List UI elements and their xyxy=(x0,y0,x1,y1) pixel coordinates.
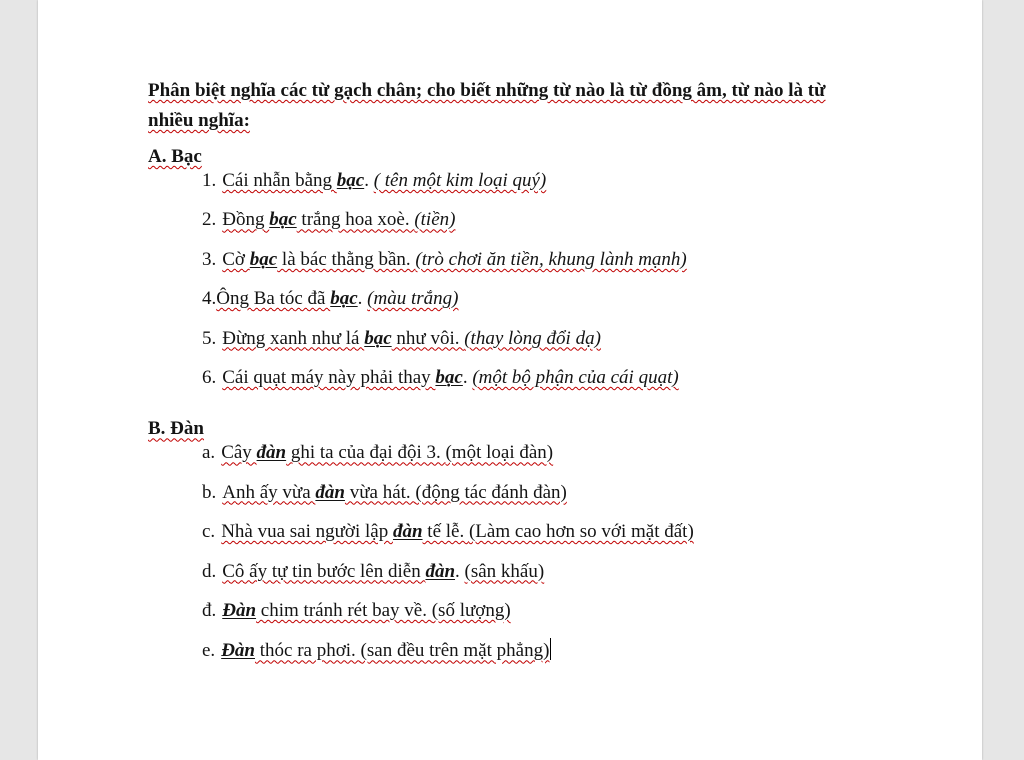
item-text: Ông Ba tóc đã xyxy=(216,288,331,310)
item-number: 2. xyxy=(202,209,217,231)
list-item xyxy=(148,248,868,287)
item-meaning: (một loại đàn) xyxy=(445,442,554,464)
keyword: đàn xyxy=(315,481,345,503)
list-item xyxy=(148,520,868,559)
item-text: là bác thằng bần. xyxy=(277,248,416,270)
item-meaning: ( tên một kim loại quý) xyxy=(373,170,547,191)
list-item xyxy=(148,169,868,208)
item-meaning: (màu trắng) xyxy=(367,288,459,310)
list-item xyxy=(148,208,868,247)
item-text: thóc ra phơi. xyxy=(254,640,361,662)
list-item xyxy=(148,366,868,405)
list-item xyxy=(148,327,868,366)
item-text: Cờ xyxy=(222,248,250,270)
item-meaning: (tiền) xyxy=(414,209,456,231)
list-item xyxy=(148,481,868,520)
list-item xyxy=(148,560,868,599)
item-text: như vôi. xyxy=(391,327,465,349)
text-cursor xyxy=(550,638,551,660)
item-text: Cây xyxy=(221,442,257,464)
keyword: bạc xyxy=(336,170,365,191)
keyword: bạc xyxy=(249,248,278,270)
item-number: 1. xyxy=(202,170,217,191)
item-text: chim tránh rét bay về. xyxy=(256,599,432,621)
item-text: Đồng xyxy=(222,209,270,231)
keyword: đàn xyxy=(256,442,287,464)
item-text: trắng hoa xoè. xyxy=(296,209,415,231)
item-number: c. xyxy=(202,521,216,543)
item-meaning: (một bộ phận của cái quạt) xyxy=(472,366,679,388)
item-text: ghi ta của đại đội 3. xyxy=(286,442,446,464)
item-meaning: (sân khấu) xyxy=(464,560,545,582)
keyword: bạc xyxy=(364,327,392,349)
section-b-heading: B. Đàn xyxy=(148,418,204,440)
item-number: a. xyxy=(202,442,216,464)
item-number: 6. xyxy=(202,366,217,388)
item-meaning: (số lượng) xyxy=(431,599,511,621)
section-a-heading: A. Bạc xyxy=(148,146,202,167)
item-number: b. xyxy=(202,481,217,503)
item-text: Cô ấy tự tin bước lên diễn xyxy=(222,560,426,582)
list-item xyxy=(148,638,868,677)
list-item xyxy=(148,441,868,480)
item-text: Cái quạt máy này phải thay xyxy=(222,366,436,388)
item-number: 4. xyxy=(202,288,217,310)
keyword: bạc xyxy=(330,288,358,310)
page-title: Phân biệt nghĩa các từ gạch chân; cho biết những từ nào là từ đồng âm, từ nào là từ nhiều nghĩa: xyxy=(148,80,826,131)
item-text: Anh ấy vừa xyxy=(222,481,316,503)
document-body xyxy=(148,76,868,678)
item-meaning: (Làm cao hơn so với mặt đất) xyxy=(468,521,694,543)
item-text: . xyxy=(357,288,368,310)
item-meaning: (san đều trên mặt phẳng) xyxy=(360,640,550,662)
item-text: vừa hát. xyxy=(344,481,416,503)
item-meaning: (động tác đánh đàn) xyxy=(415,481,567,503)
keyword: đàn xyxy=(425,560,456,582)
section-b-list xyxy=(148,441,868,677)
item-text: Đừng xanh như lá xyxy=(222,327,365,349)
list-item xyxy=(148,599,868,638)
item-text: tế lễ. xyxy=(422,521,469,543)
keyword: đàn xyxy=(392,521,423,543)
item-text: . xyxy=(455,560,465,582)
document-page xyxy=(38,0,982,760)
item-meaning: (trò chơi ăn tiền, khung lành mạnh) xyxy=(415,248,687,270)
item-number: e. xyxy=(202,640,216,662)
section-a-list xyxy=(148,169,868,405)
item-number: 5. xyxy=(202,327,217,349)
list-item xyxy=(148,287,868,326)
item-text: Cái nhẫn bằng xyxy=(222,170,337,191)
keyword: bạc xyxy=(269,209,297,231)
item-number: 3. xyxy=(202,248,217,270)
item-number: đ. xyxy=(202,599,217,621)
item-number: d. xyxy=(202,560,217,582)
item-meaning: (thay lòng đổi dạ) xyxy=(464,327,601,349)
keyword: Đàn xyxy=(221,640,255,662)
keyword: bạc xyxy=(435,366,463,388)
item-text: . xyxy=(364,170,374,191)
item-text: . xyxy=(462,366,473,388)
item-text: Nhà vua sai người lập xyxy=(221,521,393,543)
keyword: Đàn xyxy=(222,599,257,621)
